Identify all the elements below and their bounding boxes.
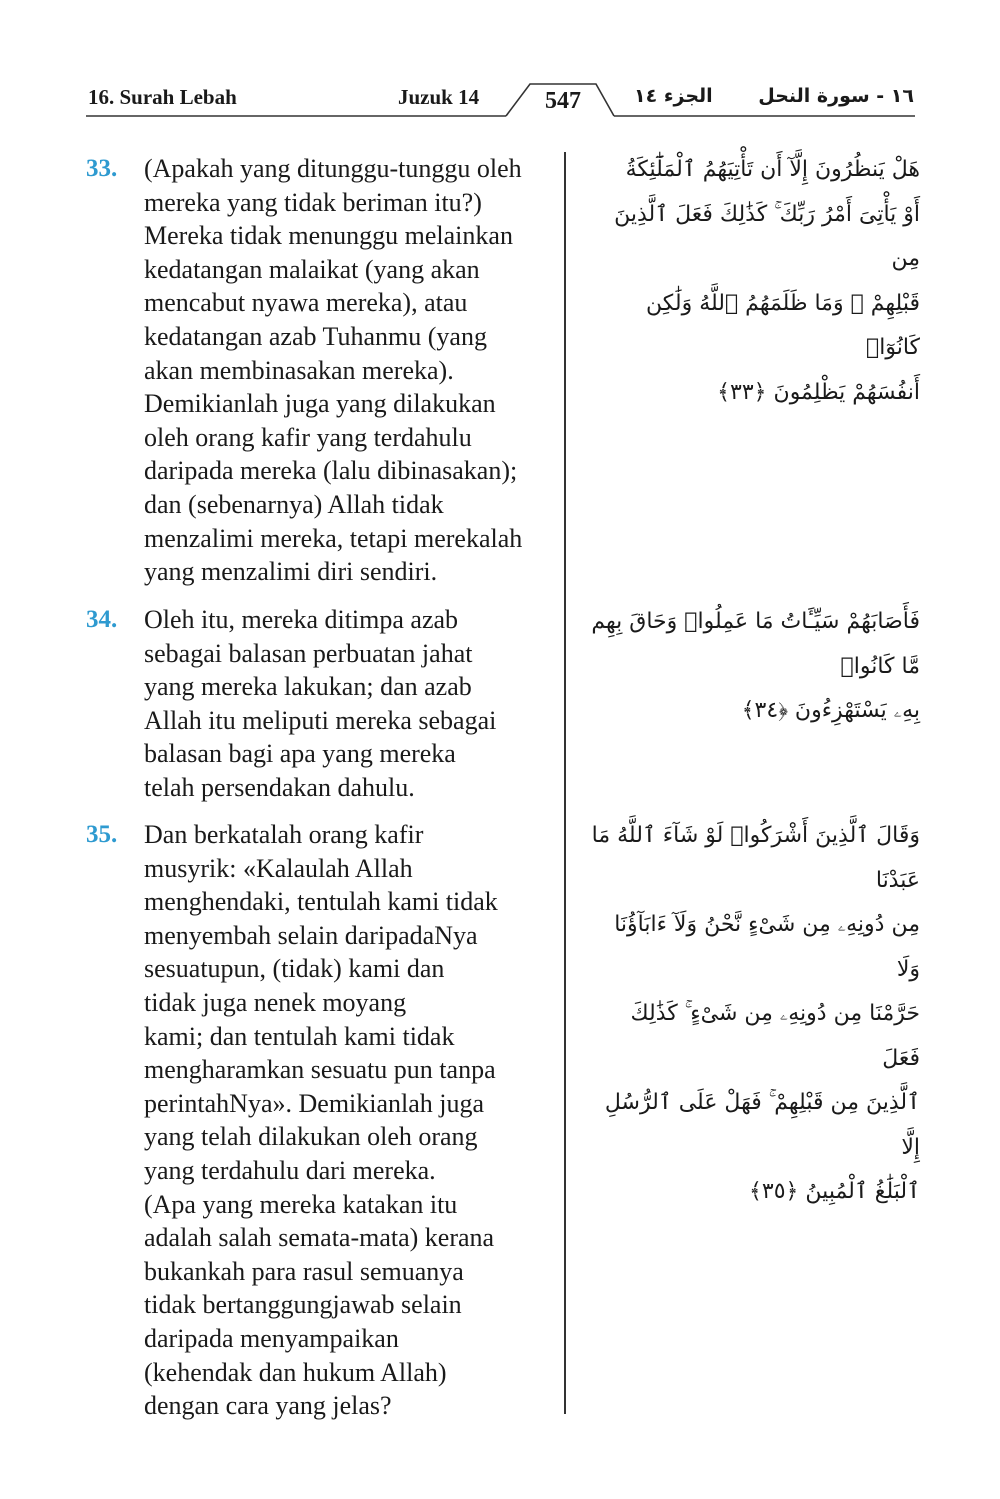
verse-35-arabic: وَقَالَ ٱلَّذِينَ أَشْرَكُوا۟ لَوْ شَآءَ ٱللَّهُ مَا عَبَدْنَا مِن دُونِهِۦ مِن شَىْءٍ نَّحْنُ وَلَآ ءَابَآؤُنَا وَلَا حَرَّمْنَا مِن دُونِهِۦ مِن شَىْءٍ ۚ كَذَٰلِكَ فَعَلَ ٱلَّذِينَ مِن قَبْلِهِمْ ۚ فَهَلْ عَلَى ٱلرُّسُلِ إِلَّا ٱلْبَلَٰغُ ٱلْمُبِينُ ﴿٣٥﴾ [591, 823, 920, 1204]
verse-number: 34. [86, 606, 118, 633]
surah-title: 16. Surah Lebah [88, 85, 237, 109]
verse-number: 35. [86, 821, 118, 848]
verse-33-arabic: هَلْ يَنظُرُونَ إِلَّآ أَن تَأْتِيَهُمُ ٱلْمَلَٰٓئِكَةُ أَوْ يَأْتِىَ أَمْرُ رَبِّكَ ۚ كَذَٰلِكَ فَعَلَ ٱلَّذِينَ مِن قَبْلِهِمْ ۚ وَمَا ظَلَمَهُمُ ٱللَّهُ وَلَٰكِن كَانُوٓا۟ أَنفُسَهُمْ يَظْلِمُونَ ﴿٣٣﴾ [614, 157, 920, 405]
verse-translation: (Apakah yang ditunggu-tunggu oleh mereka yang tidak beriman itu?) Mereka tidak menunggu melainkan kedatangan malaikat (yang akan mencabut nyawa mereka), atau kedatangan azab Tuhanmu (yang akan membinasakan mereka). Demikianlah juga yang dilakukan oleh orang kafir yang terdahulu daripada mereka (lalu dibinasakan); dan (sebenarnya) Allah tidak menzalimi mereka, tetapi merekalah yang menzalimi diri sendiri. [144, 154, 523, 587]
verse-number: 33. [86, 155, 118, 182]
arabic-surah-title: ١٦ - سورة النحل [758, 85, 914, 107]
header-rule [0, 0, 1000, 130]
column-divider [564, 152, 566, 1414]
juzuk-label: Juzuk 14 [398, 85, 480, 109]
page-header [0, 0, 1000, 130]
verse-translation: Oleh itu, mereka ditimpa azab sebagai balasan perbuatan jahat yang mereka lakukan; dan azab Allah itu meliputi mereka sebagai balasan bagi apa yang mereka telah persendakan dahulu. [144, 605, 497, 802]
arabic-juz-label: الجزء ١٤ [634, 85, 713, 107]
verse-translation: Dan berkatalah orang kafir musyrik: «Kalaulah Allah menghendaki, tentulah kami tidak menyembah selain daripadaNya sesuatupun, (tidak) kami dan tidak juga nenek moyang kami; dan tentulah kami tidak mengharamkan sesuatu pun tanpa perintahNya». Demikianlah juga yang telah dilakukan oleh orang yang terdahulu dari mereka. (Apa yang mereka katakan itu adalah salah semata-mata) kerana bukankah para rasul semuanya tidak bertanggungjawab selain daripada menyampaikan (kehendak dan hukum Allah) dengan cara yang jelas? [144, 820, 498, 1421]
verse-34-arabic: فَأَصَابَهُمْ سَيِّـَٔاتُ مَا عَمِلُوا۟ وَحَاقَ بِهِم مَّا كَانُوا۟ بِهِۦ يَسْتَهْزِءُونَ ﴿٣٤﴾ [591, 609, 920, 723]
page-number: 547 [545, 88, 581, 114]
